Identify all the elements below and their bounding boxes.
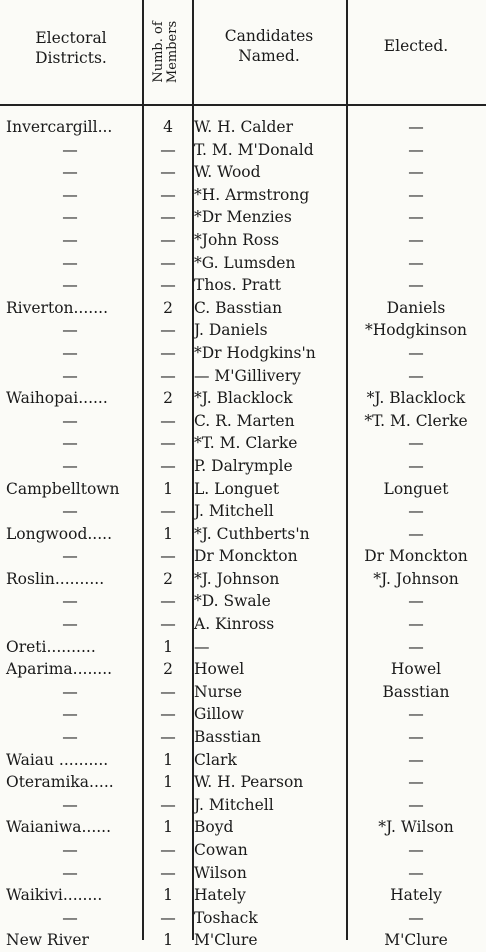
elected-cell: — (408, 140, 424, 159)
candidate-cell: *J. Blacklock (194, 389, 293, 408)
table-row (0, 342, 486, 365)
members-cell: — (160, 276, 176, 295)
candidate-cell: C. R. Marten (194, 411, 295, 430)
elected-cell: Howel (390, 660, 442, 679)
district-cell: Invercargill... (6, 118, 113, 136)
table-row (0, 319, 486, 342)
table-row (0, 478, 486, 501)
members-cell: 1 (163, 524, 173, 543)
district-cell: — (62, 456, 78, 475)
candidate-cell: J. Mitchell (194, 795, 274, 814)
members-cell: 1 (163, 886, 173, 905)
members-cell: — (160, 615, 176, 634)
elected-cell: *T. M. Clerke (364, 411, 468, 430)
table-row (0, 184, 486, 207)
candidate-cell: *D. Swale (194, 592, 271, 611)
elected-cell: — (408, 841, 424, 859)
table-row (0, 500, 486, 523)
elected-cell: — (408, 208, 424, 227)
district-cell: Oteramika..... (6, 773, 114, 792)
members-cell: — (160, 434, 176, 453)
header-members (140, 6, 192, 98)
elected-cell: — (408, 276, 424, 295)
table-row (0, 839, 486, 862)
table-row (0, 771, 486, 794)
candidate-cell: Boyd (194, 818, 234, 837)
elected-cell: — (408, 750, 424, 769)
members-cell: — (160, 253, 176, 272)
table-row (0, 523, 486, 546)
district-cell: — (62, 705, 78, 724)
candidate-cell: — M'Gillivery (194, 366, 301, 385)
district-cell: Waianiwa...... (6, 818, 112, 837)
district-cell: — (62, 253, 78, 272)
candidate-cell: *John Ross (194, 230, 280, 249)
table-row (0, 365, 486, 388)
header-candidates-line1: Candidates (224, 27, 314, 45)
candidate-cell: Thos. Pratt (194, 276, 281, 295)
elected-cell: — (408, 230, 424, 249)
members-cell: — (160, 321, 176, 340)
table-row (0, 229, 486, 252)
district-cell: — (62, 411, 78, 430)
table-row (0, 726, 486, 749)
candidate-cell: J. Daniels (194, 321, 268, 340)
elected-cell: *J. Wilson (378, 818, 454, 837)
candidate-cell: W. Wood (194, 163, 261, 182)
district-cell: — (62, 728, 78, 747)
candidate-cell: P. Dalrymple (194, 456, 293, 475)
candidate-cell: Wilson (194, 863, 247, 882)
table-row (0, 568, 486, 591)
table-row (0, 274, 486, 297)
district-cell: — (62, 434, 78, 453)
members-cell: — (160, 795, 176, 814)
district-cell: — (62, 140, 78, 159)
candidate-cell: Clark (194, 750, 237, 769)
candidate-cell: *Dr Menzies (194, 208, 292, 227)
members-cell: — (160, 411, 176, 430)
members-cell: — (160, 343, 176, 362)
elected-cell: — (408, 366, 424, 385)
table-row (0, 658, 486, 681)
table-row (0, 410, 486, 433)
candidate-cell: Nurse (194, 682, 243, 701)
candidate-cell: W. H. Calder (194, 118, 294, 136)
candidate-cell: T. M. M'Donald (194, 140, 314, 159)
elected-cell: — (408, 705, 424, 724)
members-cell: — (160, 208, 176, 227)
elected-cell: — (408, 502, 424, 521)
table-row (0, 794, 486, 817)
candidate-cell: M'Clure (194, 931, 258, 950)
table-row (0, 703, 486, 726)
district-cell: — (62, 366, 78, 385)
members-cell: — (160, 502, 176, 521)
district-cell: — (62, 185, 78, 204)
district-cell: — (62, 863, 78, 882)
table-row (0, 816, 486, 839)
members-cell: — (160, 185, 176, 204)
table-row (0, 884, 486, 907)
header-elected-label: Elected. (383, 37, 449, 55)
candidate-cell: Dr Monckton (194, 547, 298, 566)
table-row (0, 545, 486, 568)
table-row (0, 139, 486, 162)
candidate-cell: Hately (194, 886, 246, 905)
candidate-cell: Gillow (194, 705, 244, 724)
members-cell: — (160, 841, 176, 859)
candidate-cell: *G. Lumsden (194, 253, 296, 272)
members-cell: 1 (163, 773, 173, 792)
district-cell: — (62, 908, 78, 927)
elected-cell: — (408, 343, 424, 362)
members-cell: 1 (163, 818, 173, 837)
members-cell: 2 (163, 298, 173, 317)
elected-cell: — (408, 728, 424, 747)
district-cell: — (62, 343, 78, 362)
elected-cell: *J. Blacklock (366, 389, 466, 408)
table-row (0, 681, 486, 704)
candidate-cell: — (194, 637, 210, 656)
elected-cell: — (408, 908, 424, 927)
header-districts-line2: Districts. (35, 49, 107, 67)
elected-cell: *J. Johnson (373, 569, 459, 588)
members-cell: 1 (163, 750, 173, 769)
district-cell: — (62, 592, 78, 611)
candidate-cell: J. Mitchell (194, 502, 274, 521)
candidate-cell: *H. Armstrong (194, 185, 310, 204)
district-cell: Waikivi........ (6, 886, 103, 905)
district-cell: Oreti.......... (6, 637, 96, 656)
elected-cell: — (408, 434, 424, 453)
table-row (0, 929, 486, 952)
elected-cell: Hately (390, 886, 442, 905)
members-cell: — (160, 163, 176, 182)
members-cell: 1 (163, 931, 173, 950)
elected-cell: Basstian (382, 682, 450, 701)
candidate-cell: A. Kinross (194, 615, 275, 634)
table-row (0, 907, 486, 930)
elected-cell: — (408, 524, 424, 543)
members-cell: 2 (163, 660, 173, 679)
elected-cell: — (408, 773, 424, 792)
table-row (0, 116, 486, 139)
table-row (0, 432, 486, 455)
header-districts-line1: Electoral (35, 29, 107, 47)
members-cell: — (160, 456, 176, 475)
header-districts (0, 28, 142, 68)
table-row (0, 636, 486, 659)
district-cell: — (62, 321, 78, 340)
candidate-cell: Basstian (194, 728, 261, 747)
elected-cell: Daniels (386, 298, 446, 317)
district-cell: — (62, 208, 78, 227)
table-row (0, 387, 486, 410)
elected-cell: — (408, 185, 424, 204)
table-row (0, 297, 486, 320)
header-rule (0, 104, 486, 106)
elected-cell: — (408, 863, 424, 882)
elected-cell: — (408, 795, 424, 814)
members-cell: — (160, 705, 176, 724)
district-cell: Waiau .......... (6, 750, 109, 769)
members-cell: — (160, 682, 176, 701)
candidate-cell: Toshack (194, 908, 258, 927)
elected-cell: — (408, 456, 424, 475)
candidate-cell: Howel (194, 660, 245, 679)
elected-cell: Longuet (383, 479, 449, 498)
members-cell: — (160, 863, 176, 882)
district-cell: Roslin.......... (6, 569, 105, 588)
candidate-cell: Cowan (194, 841, 248, 859)
candidate-cell: W. H. Pearson (194, 773, 304, 792)
members-cell: — (160, 140, 176, 159)
table-body (0, 116, 486, 952)
members-cell: 2 (163, 389, 173, 408)
members-cell: — (160, 908, 176, 927)
district-cell: Campbelltown (6, 479, 120, 498)
header-candidates-line2: Named. (238, 47, 300, 65)
table-row (0, 590, 486, 613)
elected-cell: — (408, 118, 424, 136)
members-cell: — (160, 592, 176, 611)
elected-cell: *Hodgkinson (364, 321, 468, 340)
elected-cell: Dr Monckton (364, 547, 468, 566)
candidate-cell: *T. M. Clarke (194, 434, 298, 453)
candidate-cell: *J. Cuthberts'n (194, 524, 310, 543)
table-row (0, 749, 486, 772)
header-members-line1: Numb. of (151, 21, 166, 83)
district-cell: Longwood..... (6, 524, 113, 543)
district-cell: Riverton....... (6, 298, 108, 317)
elected-cell: M'Clure (384, 931, 448, 950)
table-row (0, 862, 486, 885)
candidate-cell: *J. Johnson (194, 569, 280, 588)
elected-cell: — (408, 615, 424, 634)
district-cell: — (62, 795, 78, 814)
members-cell: — (160, 547, 176, 566)
header-elected (346, 36, 486, 56)
members-cell: 1 (163, 479, 173, 498)
district-cell: New River (6, 931, 89, 950)
members-cell: — (160, 728, 176, 747)
header-candidates (192, 26, 346, 66)
district-cell: — (62, 547, 78, 566)
members-cell: — (160, 366, 176, 385)
header-members-line2: Members (165, 20, 180, 84)
district-cell: — (62, 230, 78, 249)
elected-cell: — (408, 253, 424, 272)
district-cell: Aparima........ (6, 660, 113, 679)
table-row (0, 206, 486, 229)
members-cell: 4 (163, 118, 173, 136)
table-row (0, 613, 486, 636)
members-cell: 1 (163, 637, 173, 656)
district-cell: — (62, 502, 78, 521)
district-cell: Waihopai...... (6, 389, 108, 408)
candidate-cell: L. Longuet (194, 479, 280, 498)
candidate-cell: C. Basstian (194, 298, 283, 317)
elected-cell: — (408, 592, 424, 611)
table-row (0, 161, 486, 184)
district-cell: — (62, 841, 78, 859)
district-cell: — (62, 682, 78, 701)
district-cell: — (62, 276, 78, 295)
district-cell: — (62, 163, 78, 182)
table-row (0, 455, 486, 478)
table-row (0, 252, 486, 275)
members-cell: — (160, 230, 176, 249)
members-cell: 2 (163, 569, 173, 588)
district-cell: — (62, 615, 78, 634)
elected-cell: — (408, 163, 424, 182)
candidate-cell: *Dr Hodgkins'n (194, 343, 316, 362)
elected-cell: — (408, 637, 424, 656)
